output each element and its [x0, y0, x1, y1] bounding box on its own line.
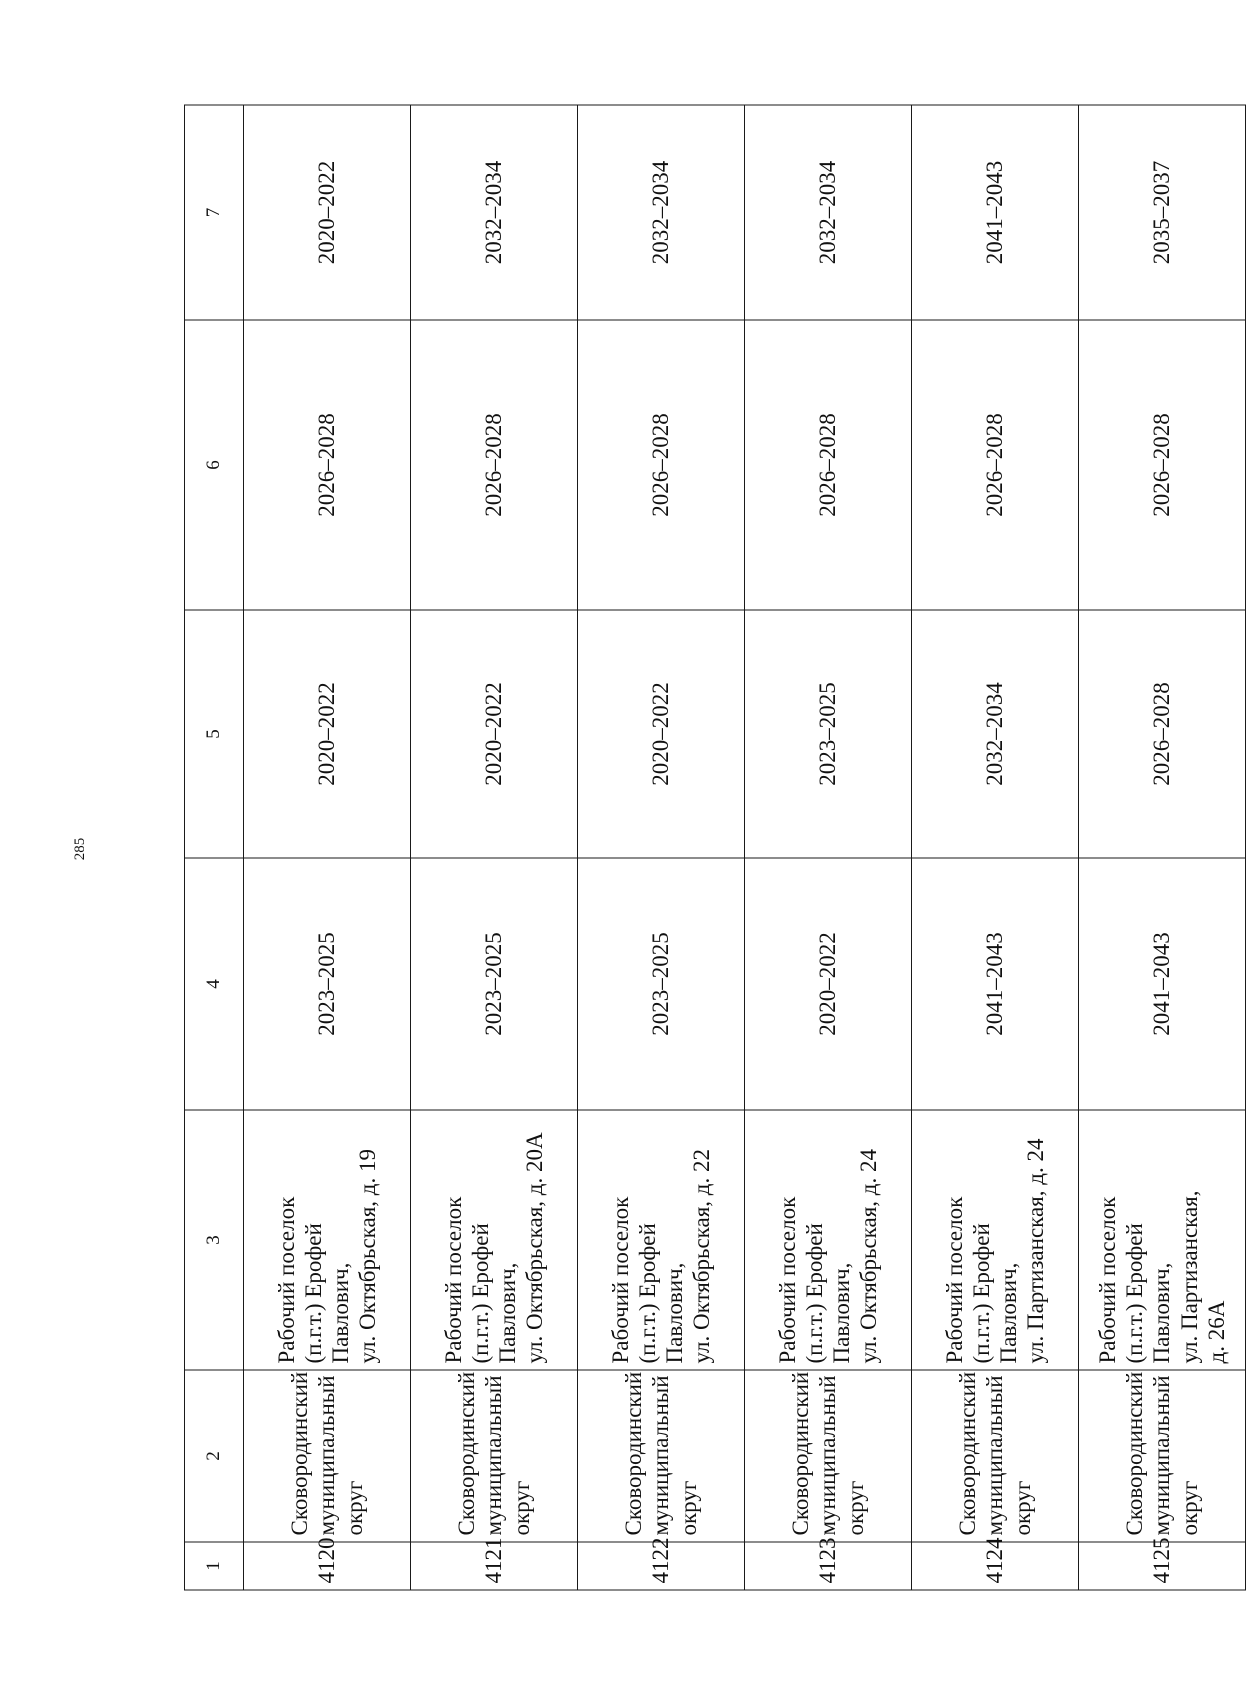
- column-number: 6: [185, 320, 244, 610]
- district-line: муниципальный: [1149, 1375, 1175, 1536]
- period-cell: 2032–2034: [578, 105, 745, 320]
- period-cell: 2026–2028: [411, 320, 578, 610]
- period-cell: 2041–2043: [912, 858, 1079, 1110]
- district-line: Сковородинский: [621, 1371, 647, 1536]
- district-cell: [745, 1370, 912, 1542]
- address-line: Рабочий поселок: [941, 1196, 967, 1364]
- address-line: (п.г.т.) Ерофей: [467, 1223, 493, 1364]
- district-cell: [912, 1370, 1079, 1542]
- address-line: ул. Октябрьская, д. 22: [689, 1149, 715, 1364]
- row-number: 4122: [578, 1542, 745, 1590]
- row-number: 4125: [1079, 1542, 1246, 1590]
- address-line: ул. Октябрьская, д. 24: [856, 1149, 882, 1364]
- page-number: 285: [72, 837, 88, 861]
- address-line: Павлович,: [495, 1262, 520, 1364]
- address-line: (п.г.т.) Ерофей: [300, 1223, 326, 1364]
- address-line: Павлович,: [829, 1262, 854, 1364]
- column-number: 5: [185, 610, 244, 858]
- address-line: Павлович,: [328, 1262, 353, 1364]
- address-line: Рабочий поселок: [1095, 1196, 1121, 1364]
- district-line: округ: [1009, 1480, 1035, 1536]
- period-cell: 2032–2034: [912, 610, 1079, 858]
- district-line: округ: [1176, 1480, 1202, 1536]
- period-cell: 2026–2028: [1079, 610, 1246, 858]
- period-cell: 2026–2028: [912, 320, 1079, 610]
- district-line: муниципальный: [982, 1375, 1008, 1536]
- period-cell: 2020–2022: [578, 610, 745, 858]
- table-row: [1079, 105, 1246, 1590]
- district-cell: [411, 1370, 578, 1542]
- address-cell: [912, 1110, 1079, 1370]
- column-number: 3: [185, 1110, 244, 1370]
- address-line: Рабочий поселок: [440, 1196, 466, 1364]
- district-line: Сковородинский: [287, 1371, 313, 1536]
- period-cell: 2020–2022: [244, 105, 411, 320]
- district-line: округ: [508, 1480, 534, 1536]
- district-line: округ: [341, 1480, 367, 1536]
- table-row: [411, 105, 578, 1590]
- address-line: (п.г.т.) Ерофей: [1122, 1223, 1148, 1364]
- table-row: [244, 105, 411, 1590]
- period-cell: 2032–2034: [411, 105, 578, 320]
- address-line: Павлович,: [996, 1262, 1021, 1364]
- table-row: [912, 105, 1079, 1590]
- column-number: 1: [185, 1542, 244, 1590]
- period-cell: 2026–2028: [244, 320, 411, 610]
- district-line: муниципальный: [815, 1375, 841, 1536]
- column-number: 4: [185, 858, 244, 1110]
- district-cell: [1079, 1370, 1246, 1542]
- address-cell: [244, 1110, 411, 1370]
- district-line: муниципальный: [481, 1375, 507, 1536]
- address-line: ул. Октябрьская, д. 20А: [522, 1132, 548, 1364]
- rotated-table-wrapper: [184, 106, 1244, 1591]
- address-line: ул. Партизанская,: [1176, 1190, 1202, 1364]
- period-cell: 2023–2025: [411, 858, 578, 1110]
- period-cell: 2026–2028: [1079, 320, 1246, 610]
- period-cell: 2035–2037: [1079, 105, 1246, 320]
- district-cell: [244, 1370, 411, 1542]
- district-line: муниципальный: [648, 1375, 674, 1536]
- address-line: Павлович,: [662, 1262, 687, 1364]
- row-number: 4124: [912, 1542, 1079, 1590]
- column-number-row: [185, 105, 244, 1590]
- address-cell: [1079, 1110, 1246, 1370]
- district-line: Сковородинский: [1122, 1371, 1148, 1536]
- address-line: (п.г.т.) Ерофей: [968, 1223, 994, 1364]
- address-cell: [578, 1110, 745, 1370]
- district-line: округ: [842, 1480, 868, 1536]
- period-cell: 2026–2028: [578, 320, 745, 610]
- period-cell: 2020–2022: [411, 610, 578, 858]
- district-line: Сковородинский: [955, 1371, 981, 1536]
- address-line: (п.г.т.) Ерофей: [801, 1223, 827, 1364]
- period-cell: 2041–2043: [912, 105, 1079, 320]
- period-cell: 2023–2025: [578, 858, 745, 1110]
- column-number: 2: [185, 1370, 244, 1542]
- column-number: 7: [185, 105, 244, 320]
- period-cell: 2020–2022: [745, 858, 912, 1110]
- address-line: ул. Октябрьская, д. 19: [355, 1149, 381, 1364]
- address-line: ул. Партизанская, д. 24: [1023, 1138, 1049, 1364]
- row-number: 4123: [745, 1542, 912, 1590]
- period-cell: 2026–2028: [745, 320, 912, 610]
- schedule-table: [184, 105, 1246, 1591]
- table-row: [578, 105, 745, 1590]
- district-line: Сковородинский: [454, 1371, 480, 1536]
- table-row: [745, 105, 912, 1590]
- period-cell: 2023–2025: [745, 610, 912, 858]
- period-cell: 2032–2034: [745, 105, 912, 320]
- period-cell: 2023–2025: [244, 858, 411, 1110]
- address-line: Рабочий поселок: [774, 1196, 800, 1364]
- district-line: округ: [675, 1480, 701, 1536]
- address-line: Павлович,: [1149, 1262, 1175, 1364]
- address-line: Рабочий поселок: [607, 1196, 633, 1364]
- row-number: 4120: [244, 1542, 411, 1590]
- address-line: (п.г.т.) Ерофей: [634, 1223, 660, 1364]
- address-line: д. 26А: [1203, 1300, 1229, 1364]
- period-cell: 2020–2022: [244, 610, 411, 858]
- address-cell: [411, 1110, 578, 1370]
- district-cell: [578, 1370, 745, 1542]
- address-line: Рабочий поселок: [273, 1196, 299, 1364]
- period-cell: 2041–2043: [1079, 858, 1246, 1110]
- address-cell: [745, 1110, 912, 1370]
- district-line: Сковородинский: [788, 1371, 814, 1536]
- district-line: муниципальный: [314, 1375, 340, 1536]
- row-number: 4121: [411, 1542, 578, 1590]
